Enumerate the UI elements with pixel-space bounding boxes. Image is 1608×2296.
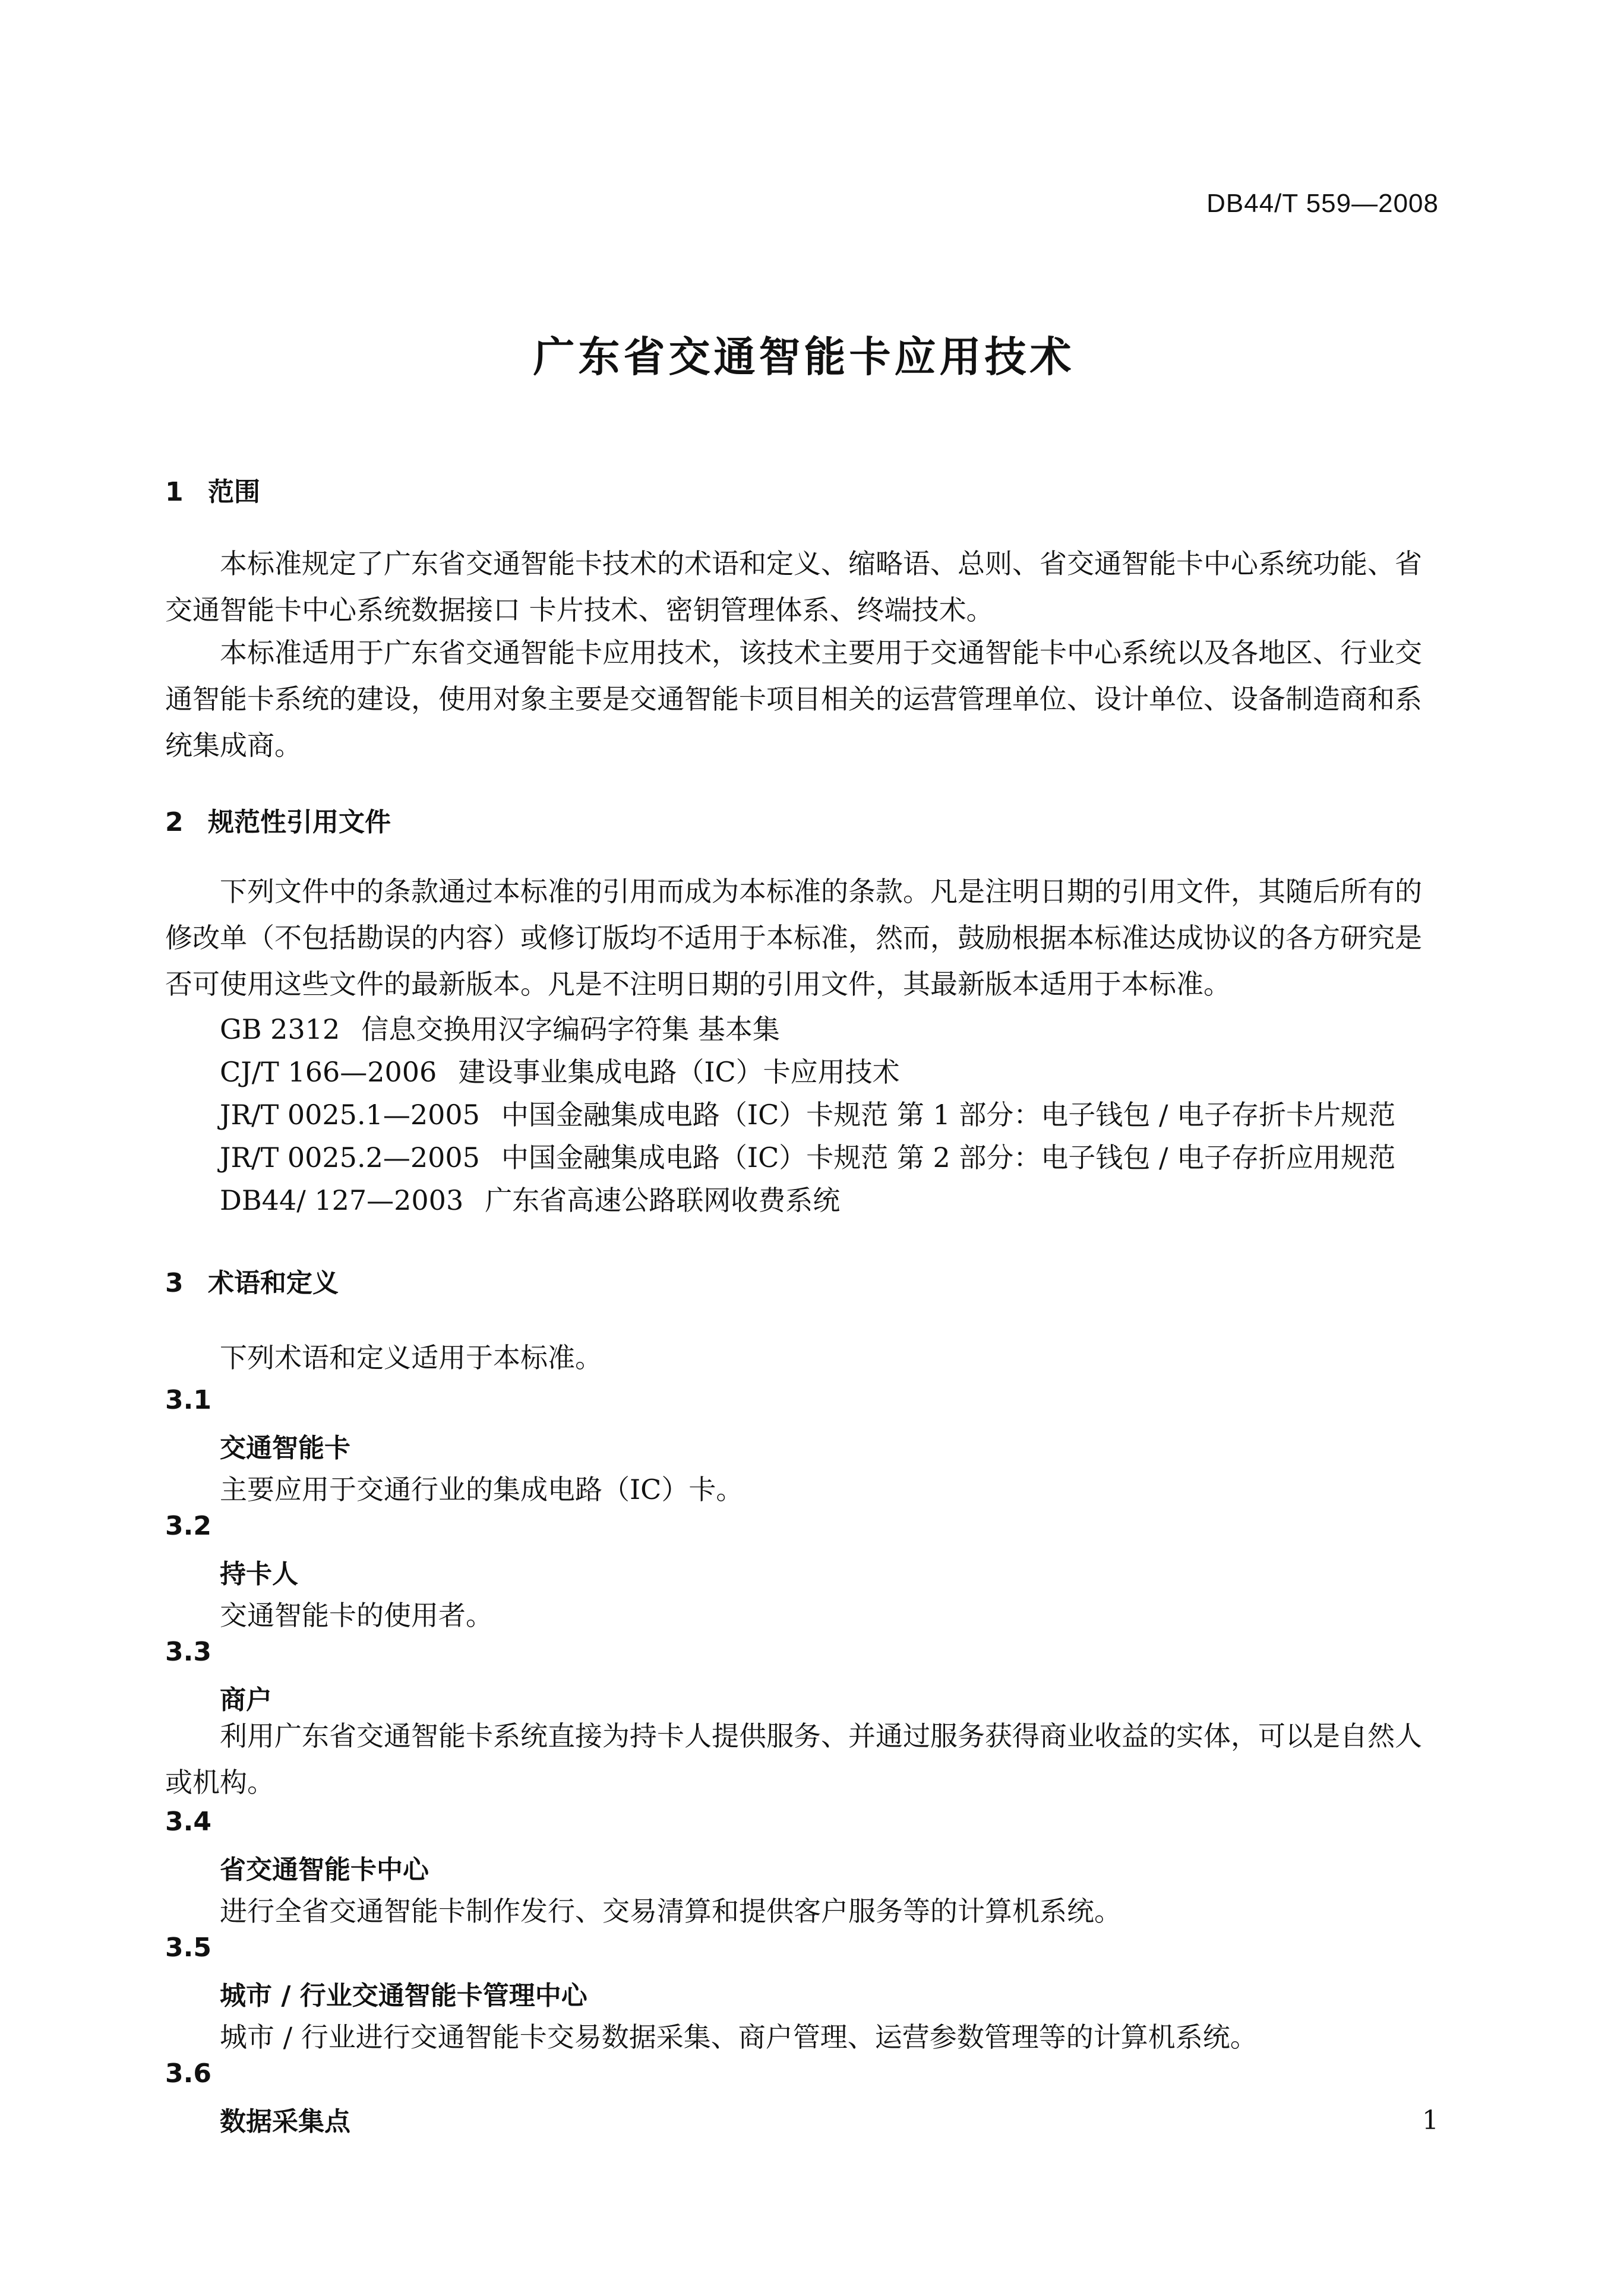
definition-line: 或机构。 [165,1766,274,1798]
reference-title: 信息交换用汉字编码字符集 基本集 [361,1013,780,1045]
term-name: 城市 / 行业交通智能卡管理中心 [220,1981,587,2011]
scope-paragraph-1 [165,540,1454,633]
section-number: 3 [165,1268,184,1298]
section-title: 范围 [208,477,260,507]
reference-code: JR/T 0025.1—2005 [220,1099,480,1131]
section-number: 1 [165,477,184,507]
reference-code: JR/T 0025.2—2005 [220,1141,480,1174]
term-definition: 主要应用于交通行业的集成电路（IC）卡。 [220,1473,744,1506]
term-name: 交通智能卡 [220,1433,350,1463]
reference-item [220,1179,840,1218]
reference-item [220,1051,900,1090]
term-definition: 进行全省交通智能卡制作发行、交易清算和提供客户服务等的计算机系统。 [220,1895,1122,1927]
terms-intro: 下列术语和定义适用于本标准。 [220,1342,602,1374]
reference-item [220,1136,1395,1175]
reference-item [220,1008,780,1047]
reference-code: DB44/ 127—2003 [220,1184,464,1216]
paragraph-line: 通智能卡系统的建设，使用对象主要是交通智能卡项目相关的运营管理单位、设计单位、设备制造商和系 [165,683,1422,715]
term-number: 3.4 [165,1807,211,1837]
paragraph-line: 否可使用这些文件的最新版本。凡是不注明日期的引用文件，其最新版本适用于本标准。 [165,968,1231,1000]
reference-code: GB 2312 [220,1013,340,1045]
reference-code: CJ/T 166—2006 [220,1056,437,1088]
paragraph-line: 本标准规定了广东省交通智能卡技术的术语和定义、缩略语、总则、省交通智能卡中心系统功能、省 [220,548,1422,580]
term-number: 3.3 [165,1637,211,1667]
reference-title: 中国金融集成电路（IC）卡规范 第 2 部分：电子钱包 / 电子存折应用规范 [501,1141,1396,1174]
paragraph-line: 交通智能卡中心系统数据接口 卡片技术、密钥管理体系、终端技术。 [165,594,994,626]
reference-title: 中国金融集成电路（IC）卡规范 第 1 部分：电子钱包 / 电子存折卡片规范 [501,1099,1396,1131]
definition-line: 利用广东省交通智能卡系统直接为持卡人提供服务、并通过服务获得商业收益的实体，可以是自然人 [220,1720,1422,1752]
reference-title: 建设事业集成电路（IC）卡应用技术 [458,1056,900,1088]
normative-paragraph [165,868,1454,1007]
paragraph-line: 本标准适用于广东省交通智能卡应用技术，该技术主要用于交通智能卡中心系统以及各地区、行业交 [220,637,1422,669]
section-title: 术语和定义 [208,1268,339,1298]
section-number: 2 [165,807,184,837]
term-number: 3.2 [165,1511,211,1541]
document-title: 广东省交通智能卡应用技术 [533,333,1075,381]
term-definition [165,1713,1454,1805]
paragraph-line: 统集成商。 [165,729,302,761]
term-name: 商户 [220,1685,272,1715]
page-number: 1 [1422,2105,1439,2136]
term-number: 3.5 [165,1933,211,1963]
paragraph-line: 下列文件中的条款通过本标准的引用而成为本标准的条款。凡是注明日期的引用文件，其随后所有的 [220,875,1422,907]
paragraph-line: 修改单（不包括勘误的内容）或修订版均不适用于本标准，然而，鼓励根据本标准达成协议的各方研究是 [165,922,1422,954]
term-number: 3.1 [165,1385,211,1415]
term-name: 持卡人 [220,1559,298,1589]
term-definition: 城市 / 行业进行交通智能卡交易数据采集、商户管理、运营参数管理等的计算机系统。 [220,2021,1258,2053]
section-heading-terms [165,1261,339,1299]
section-title: 规范性引用文件 [208,807,391,837]
term-name: 数据采集点 [220,2107,350,2137]
reference-item [220,1093,1395,1133]
reference-title: 广东省高速公路联网收费系统 [485,1184,841,1216]
scope-paragraph-2 [165,630,1454,769]
term-name: 省交通智能卡中心 [220,1855,429,1885]
term-number: 3.6 [165,2058,211,2089]
section-heading-normative [165,801,391,839]
standard-code: DB44/T 559—2008 [1206,189,1439,218]
section-heading-scope [165,470,260,508]
term-definition: 交通智能卡的使用者。 [220,1599,493,1631]
